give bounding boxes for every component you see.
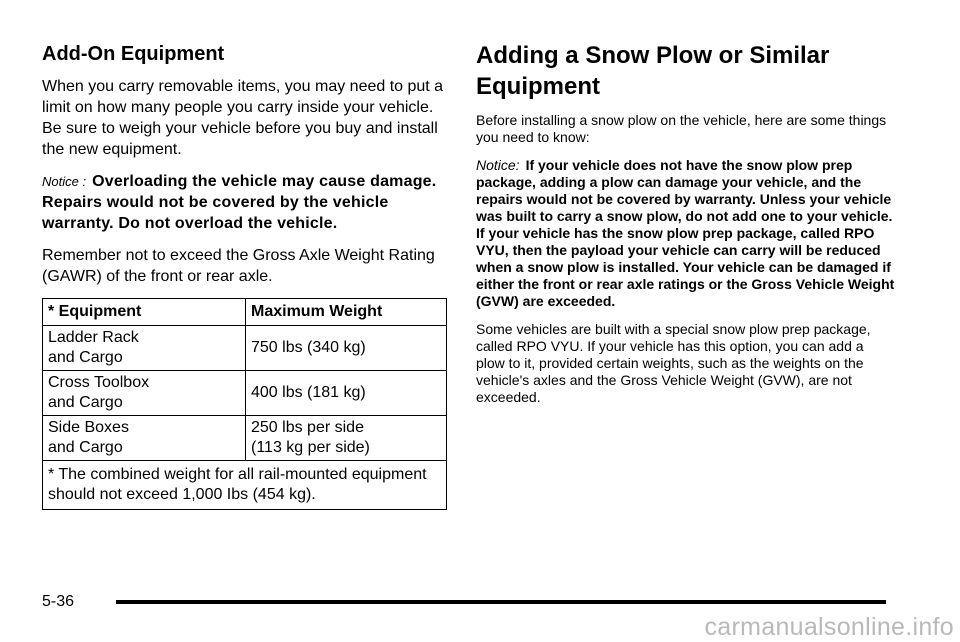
site-watermark: carmanualsonline.info: [704, 613, 954, 641]
max-weight-column-header: Maximum Weight: [246, 299, 447, 326]
notice-label: Notice:: [476, 157, 520, 173]
snow-plow-notice: [476, 157, 896, 310]
equipment-weight-table: [42, 298, 447, 510]
right-column: [476, 40, 896, 417]
footer-rule: [116, 600, 886, 604]
notice-text: Overloading the vehicle may cause damage. Repairs would not be covered by the vehicle warranty. Do not overload the vehicle.: [42, 173, 437, 232]
weight-cell: 400 lbs (181 kg): [246, 371, 447, 416]
gawr-paragraph: Remember not to exceed the Gross Axle Weight Rating (GAWR) of the front or rear axle.: [42, 247, 435, 285]
weight-cell: 750 lbs (340 kg): [246, 326, 447, 371]
table-row: [43, 416, 447, 461]
table-footnote-row: [43, 461, 447, 510]
equipment-cell: Cross Toolbox and Cargo: [43, 371, 246, 416]
overload-notice: [42, 171, 447, 234]
table-footnote: * The combined weight for all rail-mounted equipment should not exceed 1,000 Ibs (454 kg).: [43, 461, 447, 510]
notice-text: If your vehicle does not have the snow plow prep package, adding a plow can damage your vehicle, and the repairs would not be covered by warranty. Unless your vehicle was built to carry a snow plow, do not add one to your vehicle. If your vehicle has the snow plow prep package, called RPO VYU, then the payload your vehicle can carry will be reduced when a snow plow is installed. Your vehicle can be damaged if either the front or rear axle ratings or the Gross Vehicle Weight (GVW) are exceeded.: [476, 157, 895, 309]
snow-plow-heading: Adding a Snow Plow or Similar Equipment: [476, 42, 830, 100]
table-row: [43, 326, 447, 371]
equipment-cell: Side Boxes and Cargo: [43, 416, 246, 461]
table-row: [43, 371, 447, 416]
left-column: [42, 40, 447, 510]
notice-label: Notice :: [42, 174, 87, 189]
equipment-cell: Ladder Rack and Cargo: [43, 326, 246, 371]
page-number: 5-36: [42, 593, 75, 610]
table-header-row: [43, 299, 447, 326]
equipment-column-header: * Equipment: [43, 299, 246, 326]
weight-cell: 250 lbs per side (113 kg per side): [246, 416, 447, 461]
rpo-vyu-paragraph: Some vehicles are built with a special snow plow prep package, called RPO VYU. If your vehicle has this option, you can add a plow to it, provided certain weights, such as the weights on the vehicle's axles and the Gross Vehicle Weight (GVW), are not exceeded.: [476, 321, 871, 405]
snow-plow-intro-paragraph: Before installing a snow plow on the vehicle, here are some things you need to know:: [476, 112, 887, 145]
add-on-equipment-heading: Add-On Equipment: [42, 43, 225, 65]
add-on-intro-paragraph: When you carry removable items, you may need to put a limit on how many people you carry inside your vehicle. Be sure to weigh your vehicle before you buy and install the new equipment.: [42, 78, 444, 158]
